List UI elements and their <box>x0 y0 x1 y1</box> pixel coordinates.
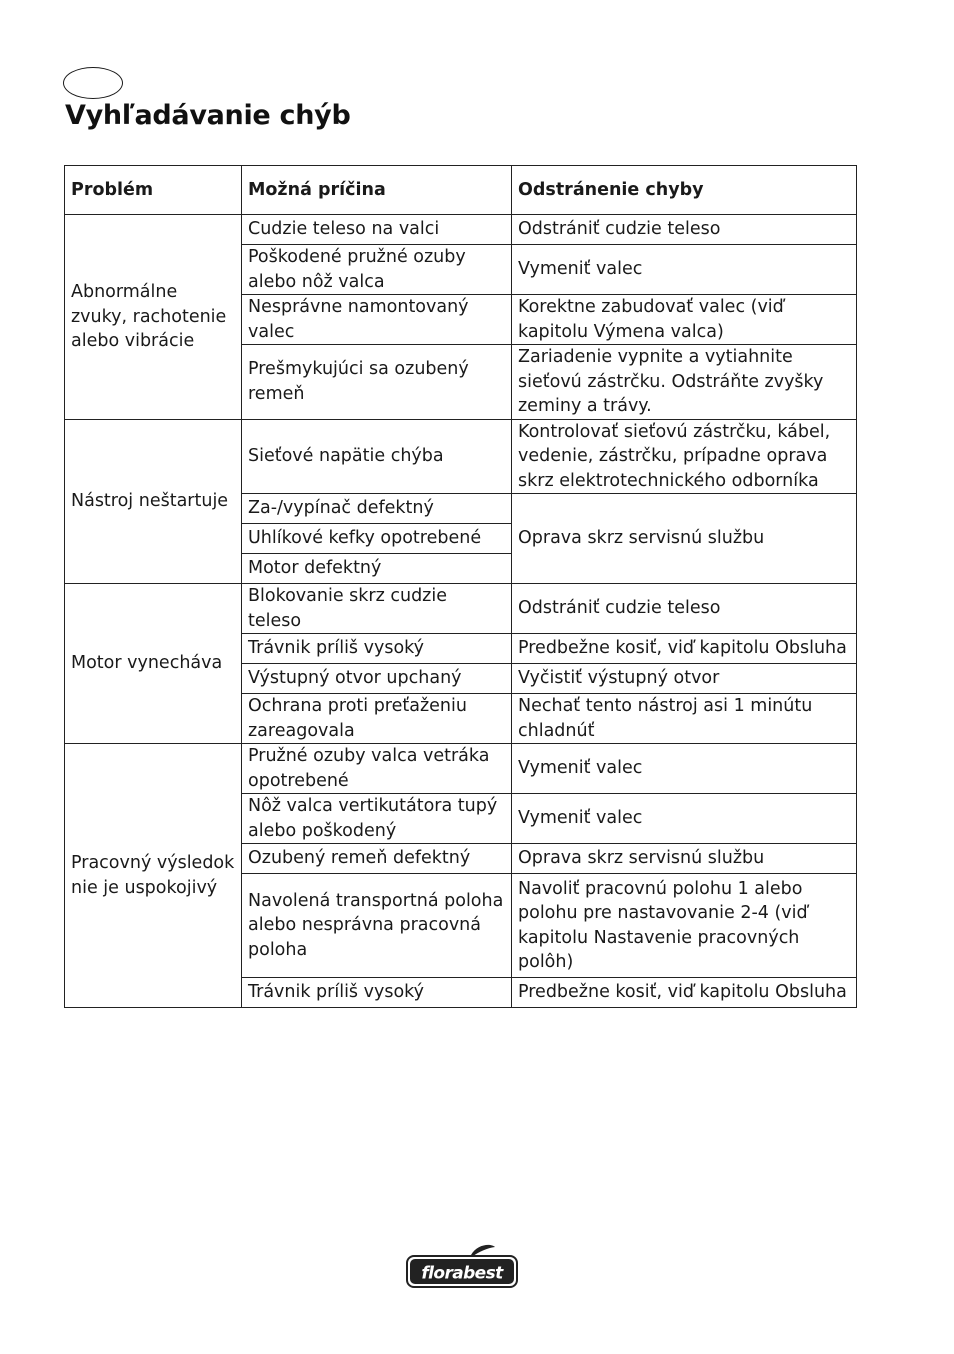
remedy-cell: Predbežne kosiť, viď kapitolu Obsluha <box>512 978 857 1008</box>
cause-cell: Za-/vypínač defektný <box>242 494 512 524</box>
cause-cell: Ochrana proti preťaženiu zareagovala <box>242 694 512 744</box>
remedy-cell: Zariadenie vypnite a vytiahnite sieťovú zástrčku. Odstráňte zvyšky zeminy a trávy. <box>512 345 857 420</box>
language-badge <box>63 67 123 99</box>
table-row <box>65 584 857 634</box>
problem-cell: Abnormálne zvuky, rachotenie alebo vibrácie <box>65 215 242 420</box>
column-header-remedy: Odstránenie chyby <box>512 166 857 215</box>
remedy-cell: Odstrániť cudzie teleso <box>512 584 857 634</box>
column-header-cause: Možná príčina <box>242 166 512 215</box>
page-title: Vyhľadávanie chýb <box>65 100 351 131</box>
cause-cell: Navolená transportná poloha alebo nesprávna pracovná poloha <box>242 874 512 978</box>
table-row <box>65 215 857 245</box>
florabest-logo <box>405 1244 519 1294</box>
troubleshooting-table <box>64 165 857 1008</box>
cause-cell: Trávnik príliš vysoký <box>242 978 512 1008</box>
problem-cell: Pracovný výsledok nie je uspokojivý <box>65 744 242 1008</box>
table-row <box>65 419 857 494</box>
cause-cell: Výstupný otvor upchaný <box>242 664 512 694</box>
cause-cell: Uhlíkové kefky opotrebené <box>242 524 512 554</box>
problem-cell: Motor vynecháva <box>65 584 242 744</box>
remedy-cell: Vymeniť valec <box>512 245 857 295</box>
problem-cell: Nástroj neštartuje <box>65 419 242 584</box>
column-header-problem: Problém <box>65 166 242 215</box>
cause-cell: Cudzie teleso na valci <box>242 215 512 245</box>
remedy-cell: Vymeniť valec <box>512 744 857 794</box>
cause-cell: Nôž valca vertikutátora tupý alebo poškodený <box>242 794 512 844</box>
cause-cell: Pružné ozuby valca vetráka opotrebené <box>242 744 512 794</box>
remedy-cell: Predbežne kosiť, viď kapitolu Obsluha <box>512 634 857 664</box>
cause-cell: Trávnik príliš vysoký <box>242 634 512 664</box>
remedy-cell: Oprava skrz servisnú službu <box>512 844 857 874</box>
remedy-cell: Oprava skrz servisnú službu <box>512 494 857 584</box>
cause-cell: Blokovanie skrz cudzie teleso <box>242 584 512 634</box>
cause-cell: Sieťové napätie chýba <box>242 419 512 494</box>
remedy-cell: Vymeniť valec <box>512 794 857 844</box>
remedy-cell: Odstrániť cudzie teleso <box>512 215 857 245</box>
table-row <box>65 744 857 794</box>
cause-cell: Motor defektný <box>242 554 512 584</box>
cause-cell: Poškodené pružné ozuby alebo nôž valca <box>242 245 512 295</box>
remedy-cell: Nechať tento nástroj asi 1 minútu chladnúť <box>512 694 857 744</box>
table-header-row <box>65 166 857 215</box>
remedy-cell: Kontrolovať sieťovú zástrčku, kábel, vedenie, zástrčku, prípadne oprava skrz elektrotechnického odborníka <box>512 419 857 494</box>
cause-cell: Nesprávne namontovaný valec <box>242 295 512 345</box>
cause-cell: Ozubený remeň defektný <box>242 844 512 874</box>
remedy-cell: Korektne zabudovať valec (viď kapitolu Výmena valca) <box>512 295 857 345</box>
svg-text:florabest: florabest <box>421 1263 503 1284</box>
remedy-cell: Navoliť pracovnú polohu 1 alebo polohu pre nastavovanie 2-4 (viď kapitolu Nastavenie pracovných polôh) <box>512 874 857 978</box>
remedy-cell: Vyčistiť výstupný otvor <box>512 664 857 694</box>
cause-cell: Prešmykujúci sa ozubený remeň <box>242 345 512 420</box>
